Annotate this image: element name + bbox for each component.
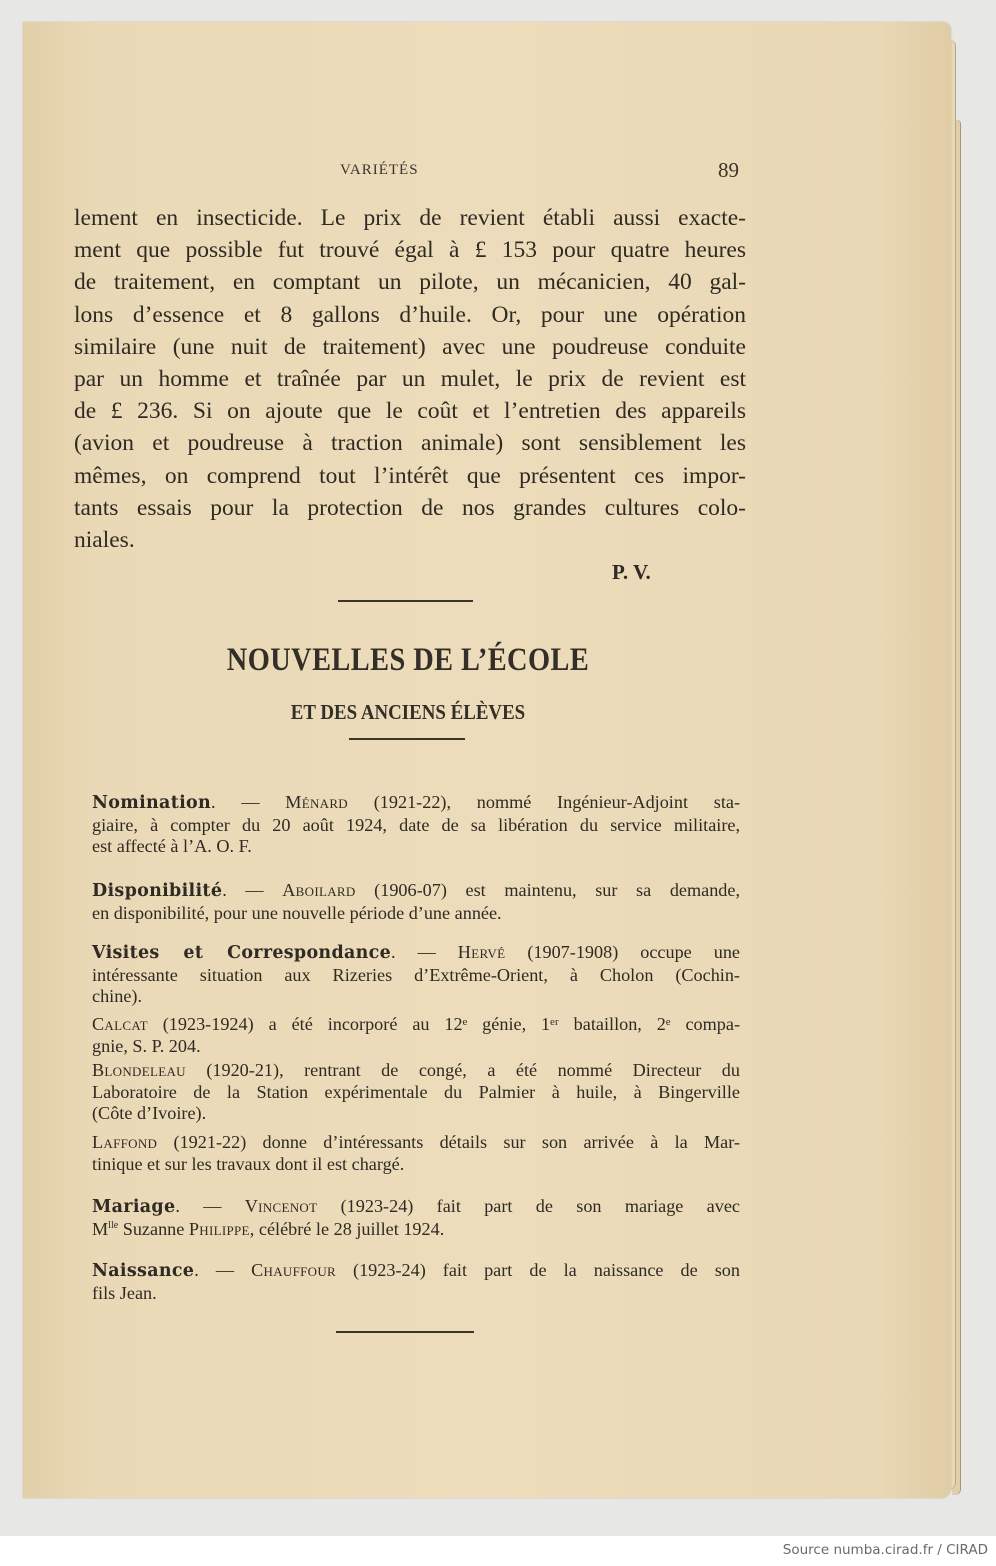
rubric-separator: . — [194,1260,252,1280]
page-number: 89 [718,158,739,182]
news-rubric: Mariage [92,1197,176,1217]
paragraph-line: lement en insecticide. Le prix de revient établi aussi exacte- [74,205,746,231]
news-entry [92,942,740,1008]
paragraph-line: par un homme et traînée par un mulet, le prix de revient est [74,366,746,393]
paragraph-line: similaire (une nuit de traitement) avec une poudreuse conduite [74,333,746,360]
title-underline-rule [349,738,465,740]
title-superscript: lle [108,1219,119,1231]
alumnus-name: Chauffour [251,1260,336,1280]
paragraph-line: niales. [74,527,135,554]
news-entry [92,1014,740,1057]
news-line: giaire, à compter du 20 août 1924, date de sa libération du service militaire, [92,814,740,835]
news-entry [92,1060,740,1125]
alumnus-name: Aboilard [282,880,356,900]
news-line-rest: , célébré le 28 juillet 1924. [249,1218,445,1239]
news-entry [92,792,740,858]
separator-rule [338,600,473,602]
paragraph-line: de traitement, en comptant un pilote, un mécanicien, 40 gal- [74,269,746,296]
paragraph-line: ment que possible fut trouvé égal à £ 153 pour quatre heures [74,237,746,264]
paragraph-line: mêmes, on comprend tout l’intérêt que présentent ces impor- [74,462,746,489]
rubric-separator: . — [222,880,283,900]
paragraph-line: (avion et poudreuse à traction animale) sont sensiblement les [74,430,746,457]
continued-paragraph [74,202,746,556]
news-rubric: Disponibilité [92,881,223,901]
alumnus-name: Laffond [92,1132,158,1152]
news-line: est affecté à l’A. O. F. [92,836,252,856]
end-rule [336,1331,474,1333]
source-credit: Source numba.cirad.fr / CIRAD [782,1542,988,1558]
paragraph-line: tants essais pour la protection de nos grandes cultures colo- [74,494,746,521]
running-head [0,158,996,182]
rubric-separator: . — [175,1196,245,1216]
news-rubric: Nomination [92,793,212,813]
news-entry-first-line [92,1196,740,1219]
news-lead-text: (1921-22) donne d’intéressants détails sur son arrivée à la Mar- [157,1132,740,1152]
news-line: intéressante situation aux Rizeries d’Extrême-Orient, à Cholon (Cochin- [92,964,740,985]
news-line [92,1219,740,1241]
news-entry-first-line [92,1132,740,1154]
news-line: Laboratoire de la Station expérimentale du Palmier à huile, à Bingerville [92,1081,740,1102]
news-line: chine). [92,986,142,1006]
alumnus-name: Hervé [457,942,506,962]
alumnus-name: Vincenot [244,1196,318,1216]
news-lead-text: (1923-24) fait part de son mariage avec [317,1196,740,1216]
author-signature: P. V. [612,560,651,584]
news-lead-text: (1921-22), nommé Ingénieur-Adjoint sta- [348,792,741,812]
news-line: (Côte d’Ivoire). [92,1103,207,1123]
news-entry-first-line [92,942,740,965]
news-lead-text: (1906-07) est maintenu, sur sa demande, [355,880,741,900]
news-entry-first-line [92,792,740,815]
news-lead-text: (1920-21), rentrant de congé, a été nommé Directeur du [185,1060,740,1080]
alumnus-name: Calcat [92,1014,148,1034]
alumnus-name: Blondeleau [92,1060,186,1080]
section-title: NOUVELLES DE L’ÉCOLE [226,642,590,678]
news-line: fils Jean. [92,1282,157,1303]
news-entry [92,1260,740,1304]
spouse-surname: Philippe [188,1218,250,1239]
news-rubric: Visites et Correspondance [92,943,392,963]
news-line: gnie, S. P. 204. [92,1035,201,1056]
news-entry [92,1196,740,1240]
news-lead-text: (1923-24) fait part de la naissance de son [335,1260,740,1280]
news-entry-first-line [92,1060,740,1082]
news-entry [92,1132,740,1175]
title-prefix: M [92,1218,109,1239]
alumnus-name: Ménard [285,792,348,812]
rubric-separator: . — [211,792,286,812]
news-entry-first-line [92,880,740,903]
paragraph-line: lons d’essence et 8 gallons d’huile. Or, pour une opération [74,301,746,328]
news-rubric: Naissance [92,1261,195,1281]
news-entry-first-line [92,1260,740,1283]
news-lead-text: (1907-1908) occupe une [505,942,740,962]
news-line: tinique et sur les travaux dont il est chargé. [92,1153,405,1174]
news-line: en disponibilité, pour une nouvelle période d’une année. [92,902,502,923]
rubric-separator: . — [391,942,458,962]
footer [0,1536,996,1566]
paragraph-line: de £ 236. Si on ajoute que le coût et l’entretien des appareils [74,398,746,425]
news-lead-text: (1923-1924) a été incorporé au 12ᵉ génie, 1ᵉʳ bataillon, 2ᵉ compa- [147,1014,740,1034]
news-entry-first-line [92,1014,740,1036]
section-subtitle: ET DES ANCIENS ÉLÈVES [290,700,526,724]
running-title: VARIÉTÉS [340,162,419,178]
given-name: Suzanne [118,1218,189,1239]
news-entry [92,880,740,924]
